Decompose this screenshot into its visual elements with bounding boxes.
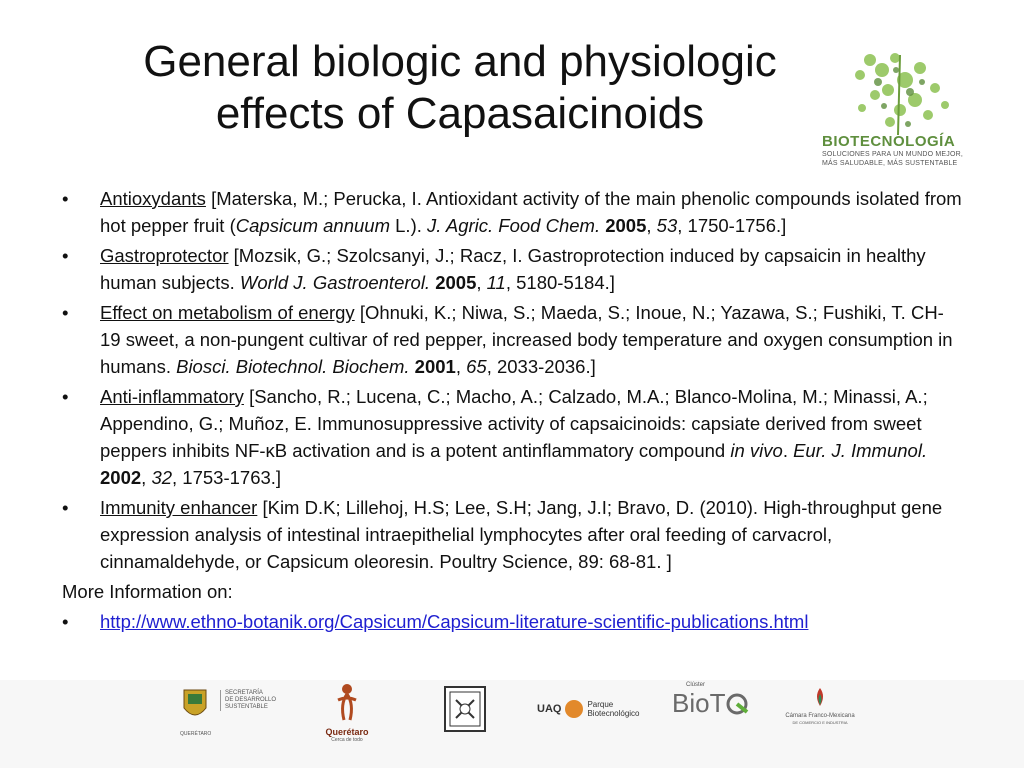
camara-line-1: Cámara Franco-Mexicana — [785, 713, 855, 719]
reference-link[interactable]: http://www.ethno-botanik.org/Capsicum/Capsicum-literature-scientific-publications.html — [100, 611, 809, 632]
effects-list — [62, 185, 962, 575]
camara-logo — [770, 686, 870, 725]
effect-label: Anti-inflammatory — [100, 386, 244, 407]
list-item — [62, 299, 962, 380]
uaq-text: UAQ — [537, 703, 562, 715]
cluster-label: Clúster — [686, 682, 706, 688]
bullet: • — [62, 245, 69, 266]
citation-text: , — [455, 356, 467, 377]
coat-of-arms-icon — [180, 686, 210, 726]
citation-text: [Ohnuki, K.; Niwa, S.; Maeda, S.; Inoue, N.; Yazawa, S.; Fushiki, T. CH-19 sweet, a non-pungent cultivar of red pepper, increased body temperature and oxygen consumption in humans. — [100, 302, 953, 377]
citation-text: , 5180-5184.] — [505, 272, 615, 293]
citation-year: 2005 — [605, 215, 647, 236]
seal-icon — [442, 684, 488, 734]
effect-label: Antioxydants — [100, 188, 206, 209]
bullet: • — [62, 497, 69, 518]
citation-volume: 32 — [151, 467, 173, 488]
citation-text: [Materska, M.; Perucka, I. Antioxidant activity of the main phenolic compounds isolated from hot pepper fruit ( — [100, 188, 962, 236]
brand-tagline-1: SOLUCIONES PARA UN MUNDO MEJOR, — [822, 151, 964, 158]
link-list — [62, 608, 962, 635]
citation-italic: in vivo — [730, 440, 783, 461]
parque-dot-icon — [565, 700, 583, 718]
university-seal-logo — [442, 684, 488, 739]
biot-cluster-logo — [672, 682, 751, 719]
title-line-1: General biologic and physiologic — [143, 37, 777, 86]
sedesu-line-3: SUSTENTABLE — [225, 704, 268, 710]
journal-name: Biosci. Biotechnol. Biochem. — [176, 356, 410, 377]
citation-text: [Mozsik, G.; Szolcsanyi, J.; Racz, I. Gastroprotection induced by capsaicin in healthy human subjects. — [100, 245, 926, 293]
gov-caption: QUERÉTARO — [180, 731, 212, 737]
citation-text: , 1750-1756.] — [677, 215, 787, 236]
citation-italic: Capsicum annuum — [235, 215, 390, 236]
citation-year: 2001 — [414, 356, 456, 377]
citation-text: [Sancho, R.; Lucena, C.; Macho, A.; Calzado, M.A.; Blanco-Molina, M.; Minassi, A.; Appendino, G.; Muñoz, E. Immunosuppressive activity of capsaicinoids: capsiate derived from sweet peppers inhibits NF-κB activation and is a potent antinflammatory compound — [100, 386, 928, 461]
effect-label: Immunity enhancer — [100, 497, 258, 518]
queretaro-logo — [322, 682, 372, 743]
list-item — [62, 242, 962, 296]
parque-text: Parque Biotecnológico — [587, 700, 640, 718]
sedesu-line-1: SECRETARÍA — [225, 690, 263, 696]
citation-volume: 53 — [656, 215, 678, 236]
citation-volume: 65 — [466, 356, 487, 377]
citation-text: , — [476, 272, 487, 293]
camara-line-2: DE COMERCIO E INDUSTRIA — [792, 720, 848, 725]
citation-year: 2002 — [100, 467, 142, 488]
government-logo — [180, 686, 211, 737]
list-item — [62, 494, 962, 575]
effect-label: Gastroprotector — [100, 245, 229, 266]
more-info-label: More Information on: — [62, 581, 233, 602]
brand-name: BIOTECNOLOGÍA — [822, 133, 956, 150]
sedesu-logo — [220, 690, 276, 711]
q-leaf-icon — [725, 692, 751, 716]
flame-icon — [810, 686, 830, 708]
citation-volume: 11 — [486, 272, 506, 293]
slide-title — [100, 36, 820, 140]
journal-name: World J. Gastroenterol. — [239, 272, 431, 293]
citation-text: . — [782, 440, 794, 461]
brand-logo — [822, 133, 1002, 168]
bullet: • — [62, 302, 69, 323]
citation-text: , 1753-1763.] — [172, 467, 282, 488]
citation-year: 2005 — [435, 272, 477, 293]
list-item — [62, 383, 962, 491]
effect-label: Effect on metabolism of energy — [100, 302, 355, 323]
plant-graphic — [800, 40, 1000, 135]
citation-text: , — [141, 467, 152, 488]
sedesu-line-2: DE DESARROLLO — [225, 697, 277, 703]
figure-icon — [332, 682, 362, 722]
biot-text: BioT — [672, 688, 726, 718]
footer-logos — [0, 680, 1024, 768]
queretaro-name: Querétaro — [325, 727, 369, 737]
citation-text: L.). — [390, 215, 428, 236]
slide-content — [62, 185, 962, 638]
bullet: • — [62, 386, 69, 407]
citation-text: [Kim D.K; Lillehoj, H.S; Lee, S.H; Jang, J.I; Bravo, D. (2010). High-throughput gene expression analysis of intestinal intraepithelial lymphocytes after oral feeding of carvacrol, cinnamaldehyde, or Capsicum oleoresin. Poultry Science, 89: 68-81. ] — [100, 497, 943, 572]
brand-tagline-2: MÁS SALUDABLE, MÁS SUSTENTABLE — [822, 160, 958, 167]
journal-name: J. Agric. Food Chem. — [427, 215, 601, 236]
bullet: • — [62, 188, 69, 209]
list-item — [62, 608, 962, 635]
list-item — [62, 185, 962, 239]
journal-name: Eur. J. Immunol. — [793, 440, 928, 461]
bullet: • — [62, 611, 69, 632]
citation-text: , 2033-2036.] — [486, 356, 596, 377]
title-line-2: effects of Capasaicinoids — [215, 89, 705, 138]
queretaro-sub: Cerca de todo — [331, 737, 363, 743]
uaq-parque-logo — [537, 700, 640, 718]
citation-text: , — [646, 215, 657, 236]
